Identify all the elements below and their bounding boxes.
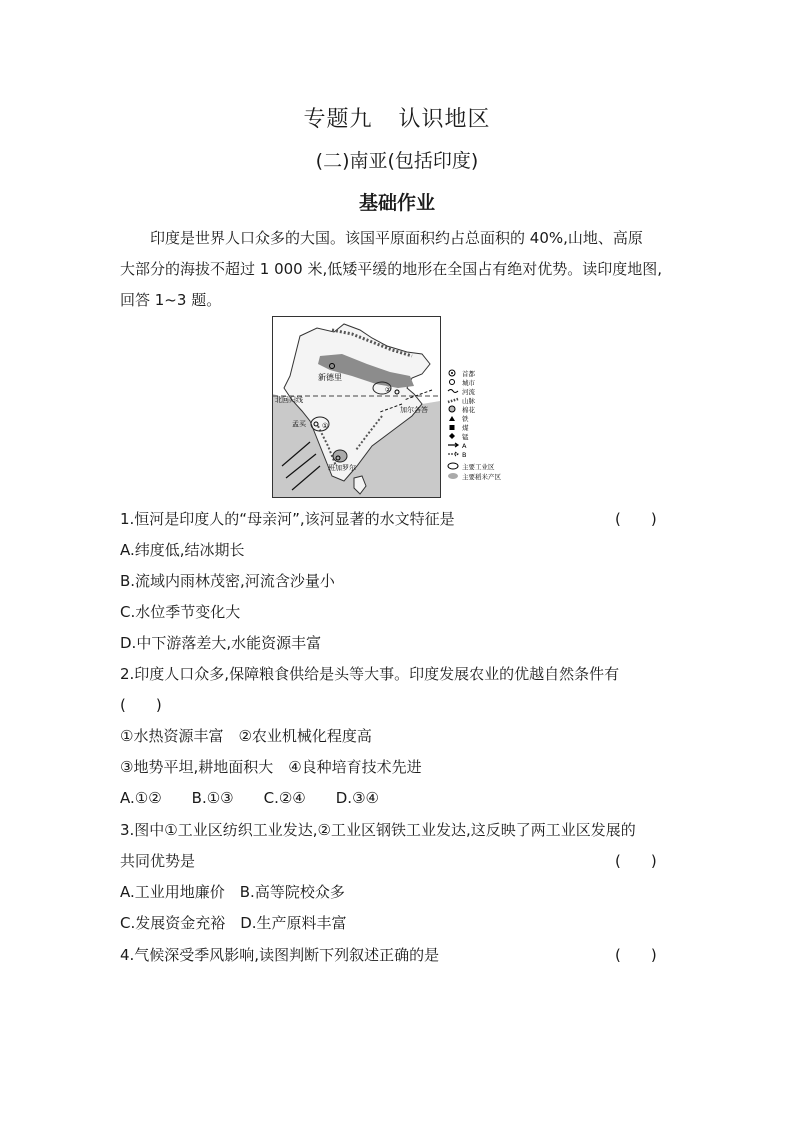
cotton-icon (449, 406, 455, 412)
page-subtitle: (二)南亚(包括印度) (315, 150, 479, 172)
q3-options-1: A.工业用地廉价 B.高等院校众多 (120, 883, 345, 901)
q1-stem: 1.恒河是印度人的“母亲河”,该河显著的水文特征是 (120, 510, 455, 528)
legend-label-mountain: 山脉 (462, 397, 475, 405)
legend-label-coal: 煤 (462, 424, 469, 432)
q2-answer-blank: ( ) (120, 696, 162, 714)
legend-label-b: B (462, 451, 467, 459)
iron-icon (449, 416, 455, 421)
rice-zone-icon (448, 473, 458, 479)
q2-items-1: ①水热资源丰富 ②农业机械化程度高 (120, 727, 372, 745)
title-part1: 专题九 (303, 107, 373, 132)
label-tropic: 北回归线 (275, 396, 303, 404)
q3-answer-blank: ( ) (615, 852, 657, 870)
q3-options-2: C.发展资金充裕 D.生产原料丰富 (120, 914, 347, 932)
industrial-zone-icon (448, 463, 458, 469)
q1-option-c: C.水位季节变化大 (120, 603, 241, 621)
arrow-a-icon (448, 443, 458, 447)
legend-label-capital: 首都 (462, 370, 475, 378)
legend-label-iron: 铁 (462, 415, 469, 423)
section-heading: 基础作业 (358, 192, 435, 214)
label-delhi: 新德里 (318, 373, 342, 382)
manganese-icon (449, 433, 455, 439)
label-bangalore: 班加罗尔 (328, 464, 356, 472)
q2-stem: 2.印度人口众多,保障粮食供给是头等大事。印度发展农业的优越自然条件有 (120, 665, 620, 683)
industrial-zone-3 (333, 450, 347, 462)
q1-option-b: B.流域内雨林茂密,河流含沙量小 (120, 572, 335, 590)
q2-options: A.①② B.①③ C.②④ D.③④ (120, 789, 379, 807)
q1-option-a: A.纬度低,结冰期长 (120, 541, 245, 559)
q2-items-2: ③地势平坦,耕地面积大 ④良种培育技术先进 (120, 758, 422, 776)
q3-stem-cont: 共同优势是 (120, 852, 196, 870)
q4-answer-blank: ( ) (615, 946, 657, 964)
legend-label-manganese: 锰 (462, 433, 469, 441)
q4-stem: 4.气候深受季风影响,读图判断下列叙述正确的是 (120, 946, 440, 964)
city-icon (450, 380, 455, 385)
river-icon (448, 390, 458, 393)
legend-label-rice: 主要稻米产区 (462, 473, 501, 481)
india-map (272, 316, 522, 498)
intro-line-2: 大部分的海拔不超过 1 000 米,低矮平缓的地形在全国占有绝对优势。读印度地图, (120, 260, 663, 278)
q3-stem: 3.图中①工业区纺织工业发达,②工业区钢铁工业发达,这反映了两工业区发展的 (120, 821, 636, 839)
page-title (0, 102, 794, 133)
legend-label-industrial: 主要工业区 (462, 463, 495, 471)
label-zone-1: ① (322, 422, 329, 430)
mountain-icon (448, 399, 458, 402)
q1-answer-blank: ( ) (615, 510, 657, 528)
intro-line-1: 印度是世界人口众多的大国。该国平原面积约占总面积的 40%,山地、高原 (150, 229, 643, 247)
map-legend (448, 369, 502, 481)
legend-label-cotton: 棉花 (462, 406, 475, 414)
intro-line-3: 回答 1~3 题。 (120, 291, 222, 309)
legend-label-a: A (462, 442, 467, 450)
arrow-b-icon (448, 452, 458, 456)
coal-icon (450, 425, 455, 430)
label-kolkata: 加尔各答 (400, 406, 428, 414)
legend-label-river: 河流 (462, 388, 475, 396)
label-zone-2: ② (385, 386, 392, 394)
q1-option-d: D.中下游落差大,水能资源丰富 (120, 634, 322, 652)
label-mumbai: 孟买 (292, 420, 306, 428)
legend-label-city: 城市 (462, 379, 475, 387)
title-part2: 认识地区 (398, 107, 491, 132)
